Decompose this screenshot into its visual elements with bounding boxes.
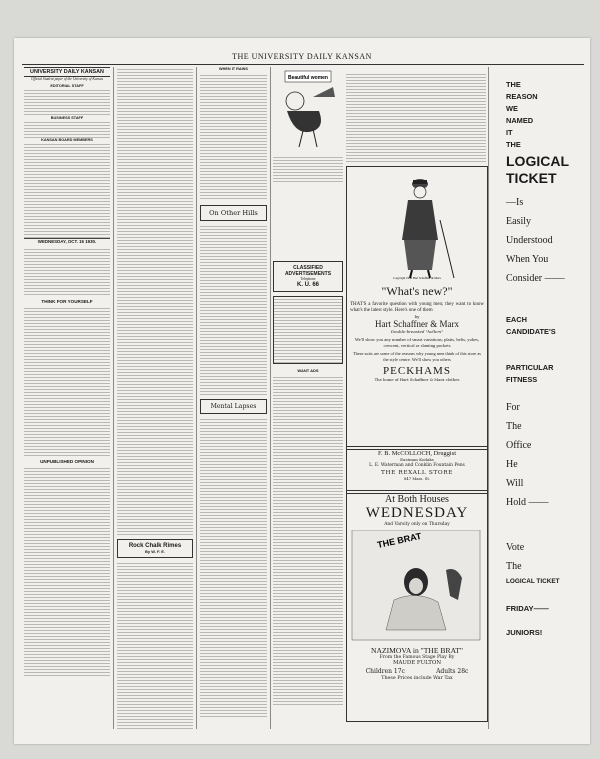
theater-line3: And Varsity only on Thursday: [384, 522, 450, 527]
logical-ticket-ad: [492, 67, 584, 729]
column-masthead: [24, 67, 110, 729]
hills-title: On Other Hills: [209, 209, 258, 217]
theater-line1: At Both Houses: [385, 494, 449, 505]
easily-line: Consider ——: [506, 273, 565, 284]
hsm-headline: "What's new?": [381, 284, 453, 298]
cartoon-illustration: [273, 67, 343, 151]
column-classifieds: [273, 67, 343, 729]
office-line: Office: [506, 440, 532, 451]
text-block: [24, 247, 110, 297]
rimes-title: Rock Chalk Rimes: [128, 543, 182, 549]
store-sub: The home of Hart Schaffner & Marx clothes: [374, 377, 460, 382]
easily-line: When You: [506, 254, 549, 265]
illustration-caption: Copyright 1930 Hart Schaffner & Marx: [393, 276, 441, 280]
hsm-lead: THAT'S a favorite question with young men; they want to know what's the latest style. Here's one of them: [350, 302, 484, 313]
text-block: [200, 224, 267, 396]
want-ads-text: [273, 375, 343, 705]
column-rule: [488, 67, 489, 729]
vote-block: [492, 538, 584, 576]
reason-block: [492, 79, 584, 151]
particular-fitness: PARTICULAR FITNESS: [506, 363, 554, 384]
text-block: [117, 67, 193, 535]
theater-ad: [346, 490, 488, 722]
store-name: PECKHAMS: [383, 365, 451, 377]
text-block: [117, 561, 193, 729]
text-block: [24, 142, 110, 238]
classified-box: [273, 261, 343, 292]
rock-chalk-rimes-box: [117, 539, 193, 558]
phone-label: Telephone: [300, 277, 316, 281]
text-block: [346, 72, 486, 162]
text-block: [200, 417, 267, 717]
masthead-rule: [22, 64, 584, 65]
column-news: [346, 72, 486, 164]
logical-ticket-footer: LOGICAL TICKET: [506, 578, 560, 585]
vote-line: Vote: [506, 542, 525, 553]
reason-line: THE: [506, 140, 521, 149]
hsm-brand-sub: Double-breasted "hellers": [390, 329, 444, 334]
easily-block: [492, 193, 584, 288]
reason-line: NAMED: [506, 116, 534, 125]
editorial-heading: UNPUBLISHED OPINION: [40, 458, 94, 464]
office-line: For: [506, 402, 520, 413]
other-hills-box: [200, 205, 267, 221]
text-block: [273, 155, 343, 183]
office-line: The: [506, 421, 522, 432]
classified-title: CLASSIFIED ADVERTISEMENTS: [284, 265, 332, 277]
star-line: NAZIMOVA in "THE BRAT": [371, 646, 463, 655]
hsm-ad: [346, 166, 488, 450]
reason-line: REASON: [506, 92, 538, 101]
movie-still: [350, 530, 484, 642]
mcculloch-ad: [346, 446, 488, 494]
lapses-title: Mental Lapses: [210, 403, 257, 410]
each-candidate: EACH CANDIDATE'S: [506, 315, 556, 336]
tax-line: These Prices include War Tax: [381, 676, 453, 681]
store-address: 847 Mass. St.: [403, 476, 431, 481]
vote-line: The: [506, 561, 522, 572]
man-illustration: [350, 170, 484, 280]
office-line: Hold ——: [506, 497, 549, 508]
text-block: [24, 306, 110, 456]
hsm-by: by: [414, 314, 420, 319]
column-rule: [113, 67, 114, 729]
movie-title-art: THE BRAT: [376, 530, 423, 550]
rimes-byline: By W. F. E.: [144, 549, 165, 554]
adults-price: Adults 28c: [436, 668, 469, 675]
office-line: He: [506, 459, 518, 470]
hsm-body2: These suits are some of the reasons why young men think of this store as the style centre. We'll show you others: [352, 351, 482, 362]
hsm-body: We'll show you any number of smart variations; plaits, belts, yokes, crescent, vertical or slanting pockets: [354, 337, 480, 348]
column-features: [200, 67, 267, 729]
pens-line: L. E. Waterman and Conklin Fountain Pens: [369, 463, 465, 468]
issue-date: WEDNESDAY, OCT. 15 1930.: [37, 238, 97, 244]
friday-line: FRIDAY——: [506, 604, 549, 613]
phone-number: K. U. 66: [296, 281, 319, 288]
druggist-name: F. B. McCOLLOCH, Druggist: [378, 450, 456, 457]
board-heading: KANSAN BOARD MEMBERS: [41, 137, 93, 142]
classified-rates: [273, 296, 343, 364]
text-block: [24, 88, 110, 116]
text-block: [24, 466, 110, 676]
logical-ticket-heading: LOGICAL TICKET: [506, 153, 569, 186]
easily-line: Easily: [506, 216, 531, 227]
poem-heading: WHEN IT RAINS: [219, 67, 248, 71]
cartoon-sign: Beautiful women: [287, 75, 329, 81]
editorial-heading: THINK FOR YOURSELF: [41, 298, 93, 304]
easily-line: Understood: [506, 235, 553, 246]
want-ads-heading: WANT ADS: [297, 367, 319, 373]
mental-lapses-box: [200, 399, 267, 414]
column-editorial: [117, 67, 193, 729]
business-staff-heading: BUSINESS STAFF: [50, 115, 84, 120]
text-block: [24, 120, 110, 138]
reason-line: THE: [506, 80, 521, 89]
druggist-sub: Eastman Kodaks: [400, 457, 434, 462]
editorial-staff-heading: EDITORIAL STAFF: [50, 83, 84, 88]
prices-row: [350, 668, 484, 675]
juniors-line: JUNIORS!: [506, 628, 543, 637]
hsm-brand: Hart Schaffner & Marx: [374, 319, 460, 329]
masthead: THE UNIVERSITY DAILY KANSAN: [232, 52, 372, 61]
theater-day: WEDNESDAY: [365, 505, 469, 521]
column-rule: [196, 67, 197, 729]
easily-line: —Is: [506, 197, 524, 208]
reason-line: IT: [506, 128, 513, 137]
text-block: [200, 73, 267, 201]
reason-line: WE: [506, 104, 518, 113]
rexall-store: THE REXALL STORE: [380, 470, 454, 476]
paper-title: UNIVERSITY DAILY KANSAN: [24, 67, 110, 77]
office-line: Will: [506, 478, 524, 489]
office-block: [492, 398, 584, 512]
author-line: MAUDE FULTON: [392, 660, 442, 666]
children-price: Children 17c: [365, 668, 405, 675]
column-rule: [270, 67, 271, 729]
source-line: From the Famous Stage Play By: [379, 655, 455, 660]
paper-subtitle: Official Student paper of the University of Kansas: [31, 77, 103, 81]
